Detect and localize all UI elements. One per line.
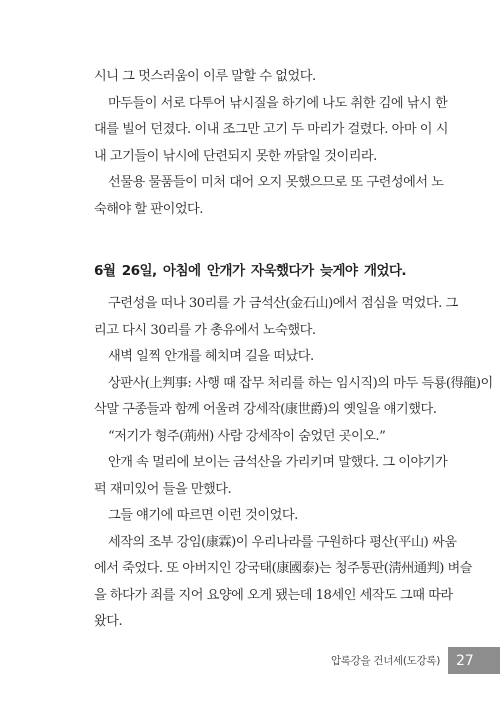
text-line: 대를 빌어 던졌다. 이내 조그만 고기 두 마리가 걸렸다. 아마 이 시 <box>94 122 448 137</box>
text-line: 마두들이 서로 다투어 낚시질을 하기에 나도 취한 김에 낚시 한 <box>108 95 448 111</box>
text-line: 그들 얘기에 따르면 이런 것이었다. <box>108 508 298 523</box>
text-line: 구련성을 떠나 30리를 가 금석산(金石山)에서 점심을 먹었다. 그 <box>108 296 458 311</box>
text-line: 선물용 물품들이 미처 대어 오지 못했으므로 또 구련성에서 노 <box>108 175 444 190</box>
text-line: 삭말 구종들과 함께 어울려 강세작(康世爵)의 옛일을 얘기했다. <box>94 402 437 417</box>
text-line: 왔다. <box>94 614 123 629</box>
text-line: 을 하다가 죄를 지어 요양에 오게 됐는데 18세인 세작도 그때 따라 <box>94 587 453 603</box>
page-footer <box>331 647 500 674</box>
text-line: 안개 속 멀리에 보이는 금석산을 가리키며 말했다. 그 이야기가 <box>108 455 448 470</box>
text-line: 퍽 재미있어 들을 만했다. <box>94 481 232 497</box>
text-line: 세작의 조부 강임(康霖)이 우리나라를 구원하다 평산(平山) 싸움 <box>108 534 457 550</box>
section-heading: 6월 26일, 아침에 안개가 자욱했다가 늦게야 개었다. <box>94 263 406 279</box>
text-block-1 <box>94 64 448 223</box>
text-line: 리고 다시 30리를 가 총유에서 노숙했다. <box>94 322 316 338</box>
page-number: 27 <box>448 647 500 674</box>
text-line: 시니 그 멋스러움이 이루 말할 수 없었다. <box>94 69 316 84</box>
running-title: 압록강을 건너세(도강록) <box>330 655 440 667</box>
text-line: 내 고기들이 낚시에 단련되지 못한 까닭일 것이리라. <box>94 148 377 164</box>
text-line: 숙해야 할 판이었다. <box>94 201 203 217</box>
text-block-2 <box>94 291 493 636</box>
text-line: 새벽 일찍 안개를 헤치며 길을 떠났다. <box>108 349 314 364</box>
text-line: 에서 죽었다. 또 아버지인 강국태(康國泰)는 청주통판(淸州通判) 벼슬 <box>94 561 473 576</box>
text-line: “저기가 형주(荊州) 사람 강세작이 숨었던 곳이오.” <box>108 428 386 444</box>
text-line: 상판사(上判事: 사행 때 잡무 처리를 하는 임시직)의 마두 득룡(得龍)이 <box>108 375 493 391</box>
